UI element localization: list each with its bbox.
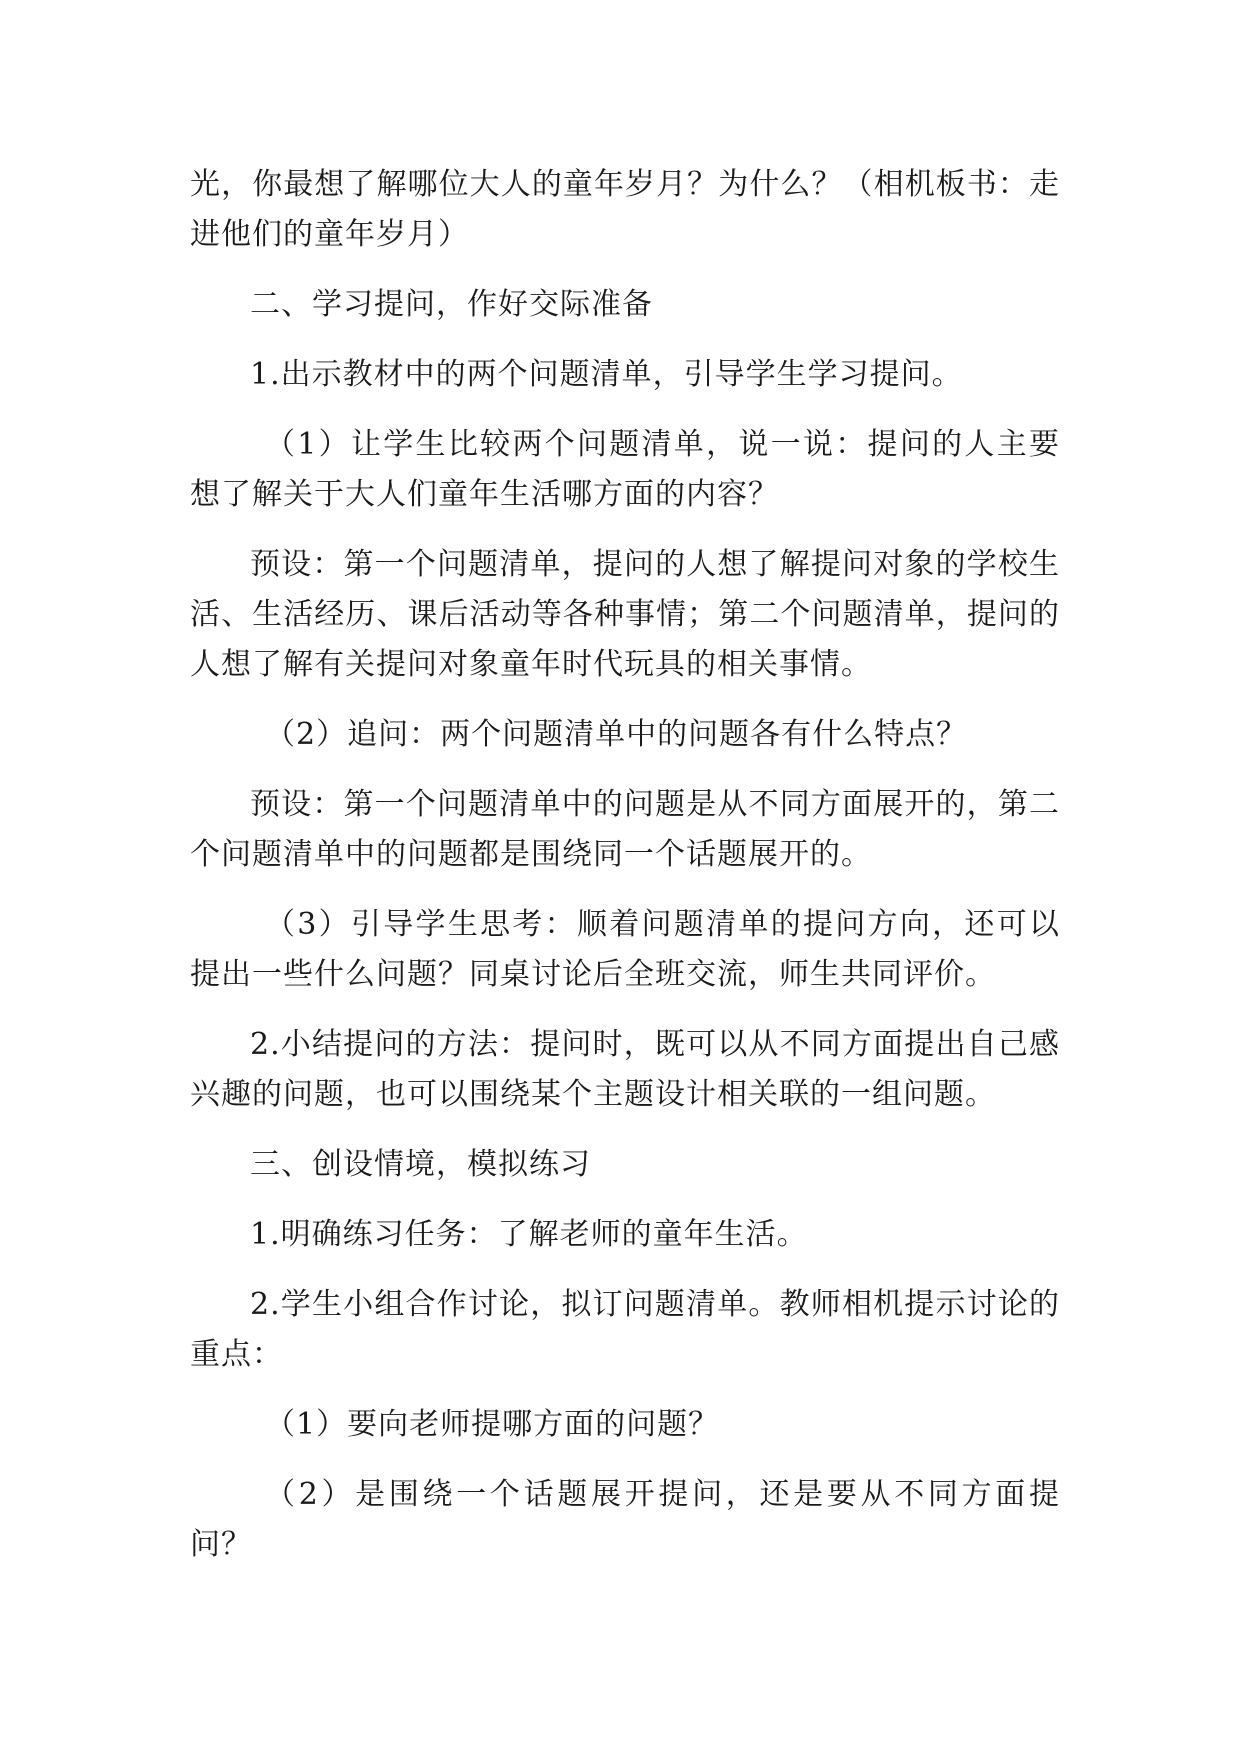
- paragraph-preset-1: 预设：第一个问题清单，提问的人想了解提问对象的学校生活、生活经历、课后活动等各种事情；第二个问题清单，提问的人想了解有关提问对象童年时代玩具的相关事情。: [190, 547, 1060, 682]
- paragraph-intro-continuation: 光，你最想了解哪位大人的童年岁月？为什么？（相机板书：走进他们的童年岁月）: [190, 167, 1060, 252]
- paragraph-preset-2: 预设：第一个问题清单中的问题是从不同方面展开的，第二个问题清单中的问题都是围绕同一个话题展开的。: [190, 787, 1060, 872]
- paragraph-step-1: 1.出示教材中的两个问题清单，引导学生学习提问。: [250, 357, 963, 392]
- paragraph-focus-2: （2）是围绕一个话题展开提问，还是要从不同方面提问？: [190, 1477, 1060, 1562]
- document-body: [190, 160, 1060, 1590]
- paragraph-sub-2: （2）追问：两个问题清单中的问题各有什么特点？: [265, 717, 968, 752]
- paragraph-sub-3: （3）引导学生思考：顺着问题清单的提问方向，还可以提出一些什么问题？同桌讨论后全班交流，师生共同评价。: [190, 907, 1060, 992]
- paragraph-task-1: 1.明确练习任务：了解老师的童年生活。: [250, 1217, 808, 1252]
- section-heading-3: 三、创设情境，模拟练习: [250, 1147, 591, 1182]
- paragraph-task-2: 2.学生小组合作讨论，拟订问题清单。教师相机提示讨论的重点：: [190, 1287, 1060, 1372]
- section-heading-2: 二、学习提问，作好交际准备: [250, 287, 653, 322]
- paragraph-sub-1: （1）让学生比较两个问题清单，说一说：提问的人主要想了解关于大人们童年生活哪方面的内容？: [190, 427, 1060, 512]
- paragraph-step-2-summary: 2.小结提问的方法：提问时，既可以从不同方面提出自己感兴趣的问题，也可以围绕某个主题设计相关联的一组问题。: [190, 1027, 1060, 1112]
- paragraph-focus-1: （1）要向老师提哪方面的问题？: [265, 1407, 720, 1442]
